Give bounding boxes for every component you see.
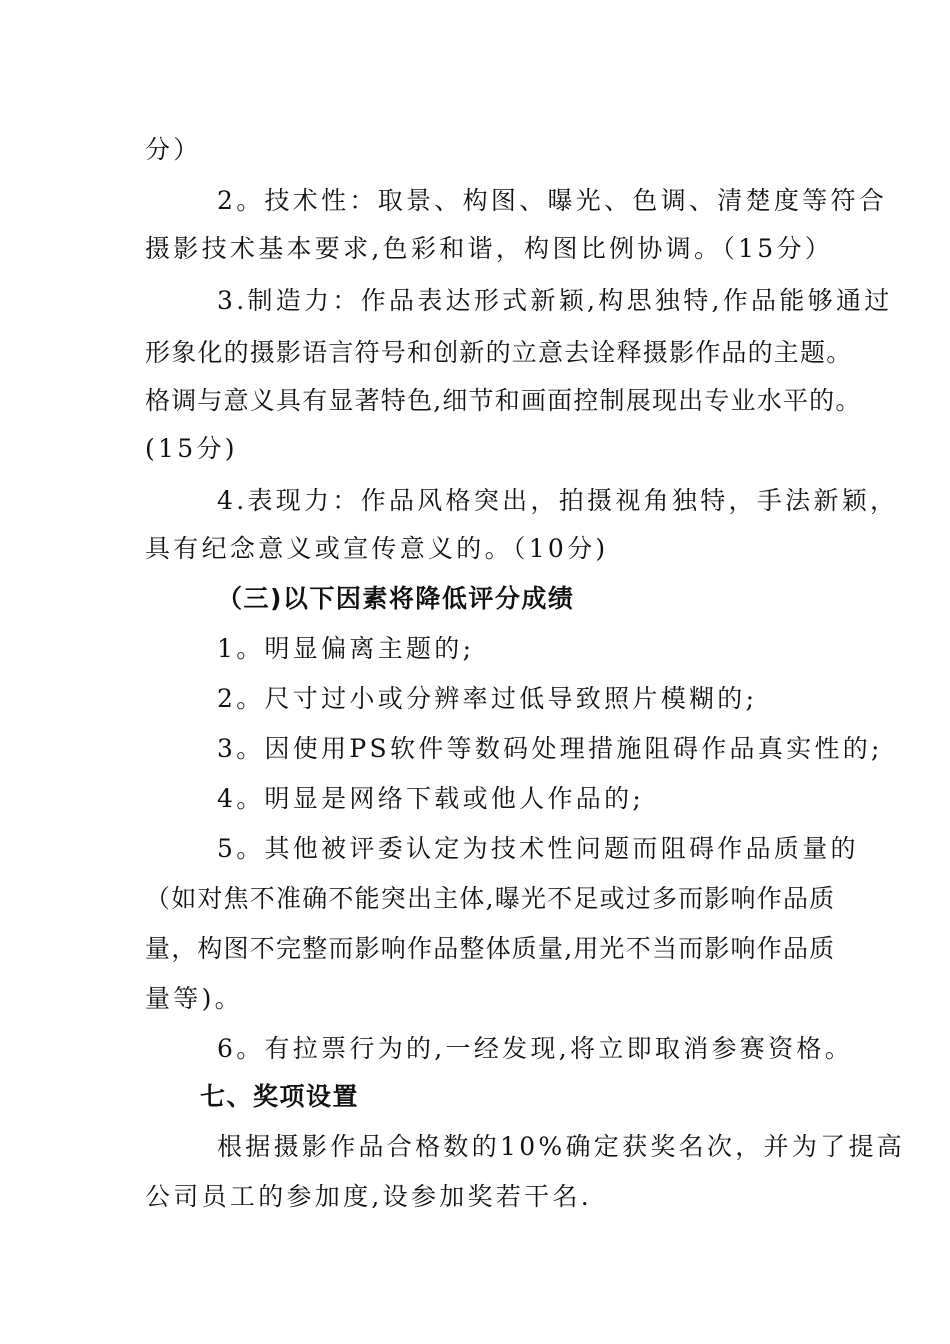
list-item: 2。尺寸过小或分辨率过低导致照片模糊的;	[217, 684, 758, 713]
section-heading: 七、奖项设置	[200, 1082, 360, 1111]
text-line: 量，构图不完整而影响作品整体质量,用光不当而影响作品质	[145, 934, 836, 963]
text-line: 4.表现力：作品风格突出，拍摄视角独特，手法新颖，	[217, 486, 899, 515]
list-item: 3。因使用PS软件等数码处理措施阻碍作品真实性的;	[217, 734, 883, 763]
text-line: 格调与意义具有显著特色,细节和画面控制展现出专业水平的。	[145, 386, 862, 415]
text-line: 根据摄影作品合格数的10%确定获奖名次，并为了提高	[217, 1132, 906, 1161]
text-line: 摄影技术基本要求,色彩和谐，构图比例协调。（15分）	[145, 234, 834, 263]
text-line: 形象化的摄影语言符号和创新的立意去诠释摄影作品的主题。	[145, 338, 853, 367]
text-line: 量等)。	[145, 984, 243, 1013]
text-line: (15分)	[145, 434, 238, 463]
text-line: 2。技术性：取景、构图、曝光、色调、清楚度等符合	[217, 186, 888, 215]
list-item: 6。有拉票行为的,一经发现,将立即取消参赛资格。	[217, 1034, 854, 1063]
section-heading: （三)以下因素将降低评分成绩	[217, 584, 575, 613]
text-line: 公司员工的参加度,设参加奖若干名.	[145, 1182, 592, 1211]
text-line: 具有纪念意义或宣传意义的。（10分)	[145, 534, 609, 563]
list-item: 4。明显是网络下载或他人作品的;	[217, 784, 645, 813]
text-line: 分）	[145, 135, 202, 164]
text-line: （如对焦不准确不能突出主体,曝光不足或过多而影响作品质	[145, 884, 836, 913]
list-item: 5。其他被评委认定为技术性问题而阻碍作品质量的	[217, 834, 859, 863]
text-line: 3.制造力：作品表达形式新颖,构思独特,作品能够通过	[217, 286, 893, 315]
list-item: 1。明显偏离主题的;	[217, 634, 475, 663]
